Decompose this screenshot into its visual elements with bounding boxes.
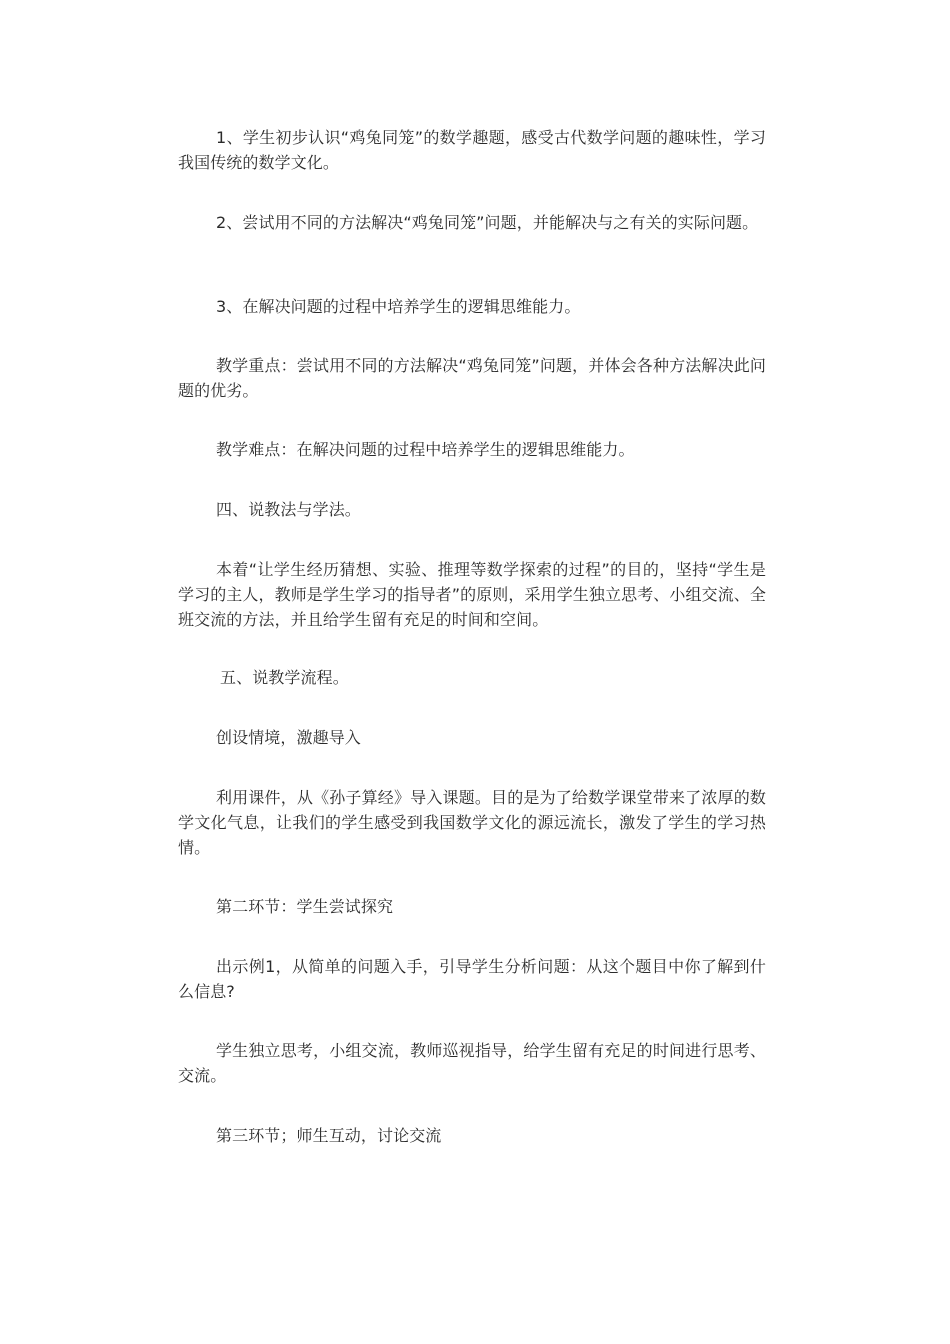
objective-3-paragraph: 3、在解决问题的过程中培养学生的逻辑思维能力。 (216, 297, 581, 316)
teaching-difficulty-paragraph: 教学难点：在解决问题的过程中培养学生的逻辑思维能力。 (216, 440, 635, 459)
step-2-paragraph-2: 学生独立思考，小组交流，教师巡视指导，给学生留有充足的时间进行思考、交流。 (178, 1041, 766, 1085)
step-2-heading: 第二环节：学生尝试探究 (216, 897, 394, 916)
objective-2-paragraph: 2、尝试用不同的方法解决“鸡兔同笼”问题，并能解决与之有关的实际问题。 (216, 213, 759, 232)
objective-1-paragraph: 1、学生初步认识“鸡兔同笼”的数学趣题，感受古代数学问题的趣味性，学习我国传统的数学文化。 (178, 128, 766, 172)
methods-paragraph: 本着“让学生经历猜想、实验、推理等数学探索的过程”的目的，坚持“学生是学习的主人，教师是学生学习的指导者”的原则，采用学生独立思考、小组交流、全班交流的方法，并且给学生留有充足的时间和空间。 (178, 560, 766, 629)
section-4-heading: 四、说教法与学法。 (216, 500, 361, 519)
step-2-paragraph-1: 出示例1，从简单的问题入手，引导学生分析问题：从这个题目中你了解到什么信息? (178, 957, 766, 1001)
step-1-paragraph: 利用课件，从《孙子算经》导入课题。目的是为了给数学课堂带来了浓厚的数学文化气息，让我们的学生感受到我国数学文化的源远流长，激发了学生的学习热情。 (178, 788, 766, 857)
step-1-heading: 创设情境，激趣导入 (216, 728, 361, 747)
section-5-heading: 五、说教学流程。 (220, 668, 349, 687)
step-3-heading: 第三环节；师生互动，讨论交流 (216, 1126, 442, 1145)
teaching-focus-paragraph: 教学重点：尝试用不同的方法解决“鸡兔同笼”问题，并体会各种方法解决此问题的优劣。 (178, 356, 766, 400)
